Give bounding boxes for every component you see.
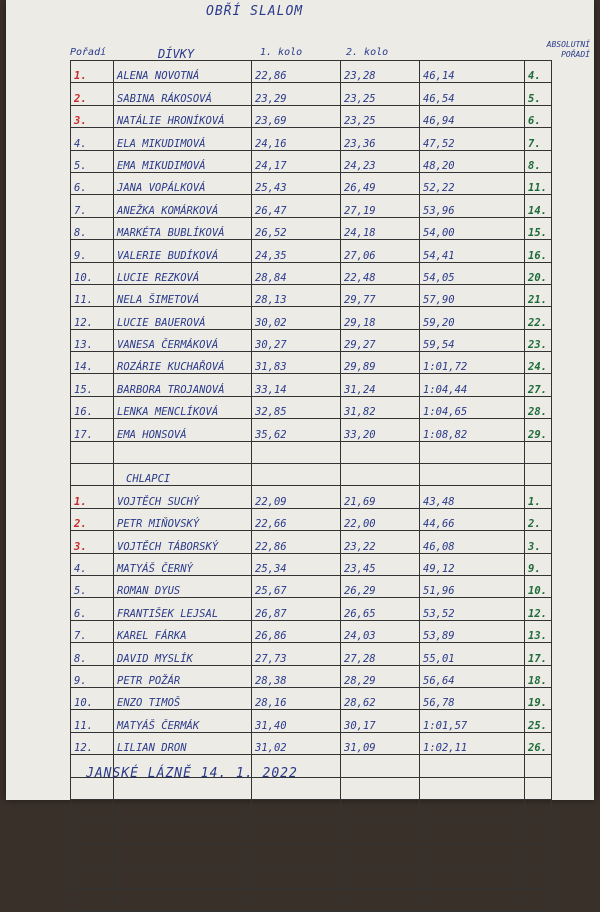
boys-section-row bbox=[71, 464, 552, 486]
total-cell: 46,54 bbox=[420, 83, 525, 105]
run2-cell: 23,36 bbox=[341, 128, 420, 150]
absolute-rank-cell: 20. bbox=[525, 262, 552, 284]
name-cell: ANEŽKA KOMÁRKOVÁ bbox=[114, 195, 252, 217]
blank-row bbox=[71, 822, 552, 844]
run2-cell: 29,89 bbox=[341, 352, 420, 374]
run2-cell: 21,69 bbox=[341, 486, 420, 508]
run2-cell: 24,23 bbox=[341, 150, 420, 172]
rank-cell: 4. bbox=[71, 128, 114, 150]
results-table bbox=[70, 60, 552, 912]
empty-cell bbox=[114, 441, 252, 463]
absolute-rank-cell: 11. bbox=[525, 172, 552, 194]
empty-cell bbox=[420, 867, 525, 889]
name-cell: NELA ŠIMETOVÁ bbox=[114, 284, 252, 306]
total-cell: 1:08,82 bbox=[420, 419, 525, 441]
empty-cell bbox=[341, 867, 420, 889]
absolute-rank-cell: 24. bbox=[525, 352, 552, 374]
absolute-rank-cell: 27. bbox=[525, 374, 552, 396]
run2-cell: 29,18 bbox=[341, 307, 420, 329]
girls-row bbox=[71, 352, 552, 374]
boys-row bbox=[71, 620, 552, 642]
rank-cell: 2. bbox=[71, 508, 114, 530]
run2-cell: 24,18 bbox=[341, 217, 420, 239]
empty-cell bbox=[525, 755, 552, 777]
boys-row bbox=[71, 710, 552, 732]
empty-cell bbox=[341, 441, 420, 463]
rank-cell: 9. bbox=[71, 665, 114, 687]
name-cell: ALENA NOVOTNÁ bbox=[114, 61, 252, 83]
empty-cell bbox=[71, 464, 114, 486]
girls-row bbox=[71, 195, 552, 217]
total-cell: 56,64 bbox=[420, 665, 525, 687]
run2-cell: 30,17 bbox=[341, 710, 420, 732]
empty-cell bbox=[341, 464, 420, 486]
total-cell: 51,96 bbox=[420, 575, 525, 597]
rank-cell: 14. bbox=[71, 352, 114, 374]
absolute-rank-cell: 26. bbox=[525, 732, 552, 754]
run1-cell: 25,67 bbox=[252, 575, 341, 597]
total-cell: 59,20 bbox=[420, 307, 525, 329]
absolute-rank-cell: 14. bbox=[525, 195, 552, 217]
name-cell: PETR MIŇOVSKÝ bbox=[114, 508, 252, 530]
empty-cell bbox=[525, 867, 552, 889]
absolute-rank-cell: 12. bbox=[525, 598, 552, 620]
page-title: OBŘÍ SLALOM bbox=[206, 4, 304, 19]
total-cell: 44,66 bbox=[420, 508, 525, 530]
header-run1: 1. kolo bbox=[260, 47, 303, 58]
empty-cell bbox=[341, 822, 420, 844]
total-cell: 54,05 bbox=[420, 262, 525, 284]
girls-row bbox=[71, 172, 552, 194]
girls-row bbox=[71, 396, 552, 418]
total-cell: 46,08 bbox=[420, 531, 525, 553]
boys-row bbox=[71, 531, 552, 553]
absolute-rank-cell: 22. bbox=[525, 307, 552, 329]
empty-cell bbox=[114, 867, 252, 889]
rank-cell: 17. bbox=[71, 419, 114, 441]
run2-cell: 27,28 bbox=[341, 643, 420, 665]
girls-row bbox=[71, 262, 552, 284]
rank-cell: 13. bbox=[71, 329, 114, 351]
run1-cell: 22,09 bbox=[252, 486, 341, 508]
total-cell: 53,96 bbox=[420, 195, 525, 217]
absolute-rank-cell: 23. bbox=[525, 329, 552, 351]
run1-cell: 24,17 bbox=[252, 150, 341, 172]
run2-cell: 23,45 bbox=[341, 553, 420, 575]
empty-cell bbox=[525, 822, 552, 844]
absolute-rank-cell: 29. bbox=[525, 419, 552, 441]
name-cell: VOJTĚCH TÁBORSKÝ bbox=[114, 531, 252, 553]
empty-cell bbox=[252, 799, 341, 821]
empty-cell bbox=[252, 822, 341, 844]
rank-cell: 7. bbox=[71, 620, 114, 642]
absolute-rank-cell: 17. bbox=[525, 643, 552, 665]
name-cell: LUCIE BAUEROVÁ bbox=[114, 307, 252, 329]
name-cell: FRANTIŠEK LEJSAL bbox=[114, 598, 252, 620]
name-cell: MATYÁŠ ČERMÁK bbox=[114, 710, 252, 732]
run2-cell: 31,82 bbox=[341, 396, 420, 418]
header-run2: 2. kolo bbox=[346, 47, 389, 58]
rank-cell: 5. bbox=[71, 575, 114, 597]
name-cell: VALERIE BUDÍKOVÁ bbox=[114, 240, 252, 262]
rank-cell: 15. bbox=[71, 374, 114, 396]
run1-cell: 22,86 bbox=[252, 531, 341, 553]
empty-cell bbox=[525, 799, 552, 821]
boys-row bbox=[71, 732, 552, 754]
rank-cell: 10. bbox=[71, 687, 114, 709]
rank-cell: 3. bbox=[71, 105, 114, 127]
total-cell: 1:01,72 bbox=[420, 352, 525, 374]
run1-cell: 25,34 bbox=[252, 553, 341, 575]
name-cell: VANESA ČERMÁKOVÁ bbox=[114, 329, 252, 351]
empty-cell bbox=[114, 799, 252, 821]
rank-cell: 1. bbox=[71, 486, 114, 508]
boys-row bbox=[71, 643, 552, 665]
run1-cell: 30,27 bbox=[252, 329, 341, 351]
blank-row bbox=[71, 889, 552, 911]
run1-cell: 31,40 bbox=[252, 710, 341, 732]
run2-cell: 31,24 bbox=[341, 374, 420, 396]
total-cell: 57,90 bbox=[420, 284, 525, 306]
total-cell: 1:04,65 bbox=[420, 396, 525, 418]
run1-cell: 30,02 bbox=[252, 307, 341, 329]
empty-cell bbox=[420, 464, 525, 486]
run2-cell: 26,49 bbox=[341, 172, 420, 194]
empty-cell bbox=[525, 464, 552, 486]
empty-cell bbox=[252, 867, 341, 889]
run1-cell: 24,35 bbox=[252, 240, 341, 262]
name-cell: MATYÁŠ ČERNÝ bbox=[114, 553, 252, 575]
empty-cell bbox=[114, 844, 252, 866]
run1-cell: 33,14 bbox=[252, 374, 341, 396]
empty-cell bbox=[420, 755, 525, 777]
name-cell: PETR POŽÁR bbox=[114, 665, 252, 687]
total-cell: 49,12 bbox=[420, 553, 525, 575]
absolute-rank-cell: 13. bbox=[525, 620, 552, 642]
absolute-rank-cell: 28. bbox=[525, 396, 552, 418]
boys-row bbox=[71, 687, 552, 709]
absolute-rank-cell: 15. bbox=[525, 217, 552, 239]
run2-cell: 28,62 bbox=[341, 687, 420, 709]
girls-row bbox=[71, 284, 552, 306]
girls-row bbox=[71, 419, 552, 441]
total-cell: 46,94 bbox=[420, 105, 525, 127]
rank-cell: 2. bbox=[71, 83, 114, 105]
absolute-rank-cell: 25. bbox=[525, 710, 552, 732]
footer-place-date: JANSKÉ LÁZNĚ 14. 1. 2022 bbox=[86, 766, 298, 781]
name-cell: SABINA RÁKOSOVÁ bbox=[114, 83, 252, 105]
run1-cell: 31,83 bbox=[252, 352, 341, 374]
name-cell: BARBORA TROJANOVÁ bbox=[114, 374, 252, 396]
total-cell: 53,52 bbox=[420, 598, 525, 620]
girls-row bbox=[71, 83, 552, 105]
name-cell: JANA VOPÁLKOVÁ bbox=[114, 172, 252, 194]
absolute-rank-cell: 16. bbox=[525, 240, 552, 262]
rank-cell: 8. bbox=[71, 643, 114, 665]
run2-cell: 23,28 bbox=[341, 61, 420, 83]
run2-cell: 22,00 bbox=[341, 508, 420, 530]
absolute-rank-cell: 5. bbox=[525, 83, 552, 105]
run1-cell: 28,16 bbox=[252, 687, 341, 709]
total-cell: 56,78 bbox=[420, 687, 525, 709]
run1-cell: 31,02 bbox=[252, 732, 341, 754]
absolute-rank-cell: 2. bbox=[525, 508, 552, 530]
absolute-rank-cell: 8. bbox=[525, 150, 552, 172]
boys-row bbox=[71, 598, 552, 620]
run2-cell: 23,25 bbox=[341, 83, 420, 105]
empty-cell bbox=[114, 822, 252, 844]
name-cell: LILIAN DRON bbox=[114, 732, 252, 754]
empty-cell bbox=[114, 889, 252, 911]
empty-cell bbox=[525, 777, 552, 799]
total-cell: 1:02,11 bbox=[420, 732, 525, 754]
empty-cell bbox=[420, 889, 525, 911]
empty-cell bbox=[341, 799, 420, 821]
total-cell: 55,01 bbox=[420, 643, 525, 665]
rank-cell: 11. bbox=[71, 710, 114, 732]
boys-row bbox=[71, 665, 552, 687]
empty-cell bbox=[252, 844, 341, 866]
run2-cell: 27,19 bbox=[341, 195, 420, 217]
run1-cell: 28,84 bbox=[252, 262, 341, 284]
empty-cell bbox=[252, 889, 341, 911]
run2-cell: 26,29 bbox=[341, 575, 420, 597]
empty-cell bbox=[420, 822, 525, 844]
blank-row bbox=[71, 799, 552, 821]
name-cell: LUCIE REZKOVÁ bbox=[114, 262, 252, 284]
empty-cell bbox=[420, 441, 525, 463]
boys-row bbox=[71, 575, 552, 597]
run2-cell: 23,22 bbox=[341, 531, 420, 553]
run1-cell: 35,62 bbox=[252, 419, 341, 441]
absolute-rank-cell: 7. bbox=[525, 128, 552, 150]
run2-cell: 27,06 bbox=[341, 240, 420, 262]
girls-row bbox=[71, 128, 552, 150]
name-cell: LENKA MENCLÍKOVÁ bbox=[114, 396, 252, 418]
absolute-rank-cell: 18. bbox=[525, 665, 552, 687]
absolute-rank-cell: 19. bbox=[525, 687, 552, 709]
boys-row bbox=[71, 486, 552, 508]
rank-cell: 12. bbox=[71, 732, 114, 754]
run1-cell: 22,86 bbox=[252, 61, 341, 83]
total-cell: 59,54 bbox=[420, 329, 525, 351]
run2-cell: 26,65 bbox=[341, 598, 420, 620]
boys-row bbox=[71, 553, 552, 575]
total-cell: 1:01,57 bbox=[420, 710, 525, 732]
run2-cell: 33,20 bbox=[341, 419, 420, 441]
name-cell: EMA HONSOVÁ bbox=[114, 419, 252, 441]
rank-cell: 5. bbox=[71, 150, 114, 172]
empty-cell bbox=[420, 799, 525, 821]
empty-cell bbox=[525, 844, 552, 866]
empty-cell bbox=[71, 844, 114, 866]
name-cell: ENZO TIMOŠ bbox=[114, 687, 252, 709]
rank-cell: 11. bbox=[71, 284, 114, 306]
absolute-rank-cell: 21. bbox=[525, 284, 552, 306]
empty-cell bbox=[252, 464, 341, 486]
name-cell: ELA MIKUDIMOVÁ bbox=[114, 128, 252, 150]
run2-cell: 28,29 bbox=[341, 665, 420, 687]
empty-cell bbox=[341, 844, 420, 866]
absolute-rank-cell: 9. bbox=[525, 553, 552, 575]
run2-cell: 24,03 bbox=[341, 620, 420, 642]
run1-cell: 32,85 bbox=[252, 396, 341, 418]
girls-row bbox=[71, 105, 552, 127]
name-cell: VOJTĚCH SUCHÝ bbox=[114, 486, 252, 508]
name-cell: DAVID MYSLÍK bbox=[114, 643, 252, 665]
absolute-rank-cell: 4. bbox=[525, 61, 552, 83]
total-cell: 53,89 bbox=[420, 620, 525, 642]
blank-row bbox=[71, 844, 552, 866]
blank-row bbox=[71, 441, 552, 463]
rank-cell: 6. bbox=[71, 172, 114, 194]
empty-cell bbox=[420, 777, 525, 799]
empty-cell bbox=[341, 889, 420, 911]
run1-cell: 28,38 bbox=[252, 665, 341, 687]
run1-cell: 26,87 bbox=[252, 598, 341, 620]
run1-cell: 27,73 bbox=[252, 643, 341, 665]
total-cell: 48,20 bbox=[420, 150, 525, 172]
empty-cell bbox=[525, 441, 552, 463]
girls-row bbox=[71, 150, 552, 172]
run2-cell: 29,27 bbox=[341, 329, 420, 351]
absolute-rank-cell: 10. bbox=[525, 575, 552, 597]
total-cell: 1:04,44 bbox=[420, 374, 525, 396]
run2-cell: 31,09 bbox=[341, 732, 420, 754]
name-cell: MARKÉTA BUBLÍKOVÁ bbox=[114, 217, 252, 239]
total-cell: 52,22 bbox=[420, 172, 525, 194]
empty-cell bbox=[71, 822, 114, 844]
girls-row bbox=[71, 374, 552, 396]
empty-cell bbox=[341, 777, 420, 799]
total-cell: 47,52 bbox=[420, 128, 525, 150]
boys-section-label: CHLAPCI bbox=[114, 464, 252, 486]
run2-cell: 29,77 bbox=[341, 284, 420, 306]
name-cell: KAREL FÁRKA bbox=[114, 620, 252, 642]
empty-cell bbox=[71, 441, 114, 463]
empty-cell bbox=[71, 799, 114, 821]
run1-cell: 26,52 bbox=[252, 217, 341, 239]
run1-cell: 26,47 bbox=[252, 195, 341, 217]
absolute-rank-cell: 3. bbox=[525, 531, 552, 553]
rank-cell: 12. bbox=[71, 307, 114, 329]
run1-cell: 25,43 bbox=[252, 172, 341, 194]
total-cell: 54,00 bbox=[420, 217, 525, 239]
name-cell: ROMAN DYUS bbox=[114, 575, 252, 597]
blank-row bbox=[71, 867, 552, 889]
name-cell: EMA MIKUDIMOVÁ bbox=[114, 150, 252, 172]
header-absolute-rank: ABSOLUTNÍ POŘADÍ bbox=[546, 40, 590, 59]
run2-cell: 23,25 bbox=[341, 105, 420, 127]
rank-cell: 16. bbox=[71, 396, 114, 418]
empty-cell bbox=[252, 441, 341, 463]
empty-cell bbox=[420, 844, 525, 866]
run1-cell: 22,66 bbox=[252, 508, 341, 530]
girls-row bbox=[71, 217, 552, 239]
run1-cell: 23,69 bbox=[252, 105, 341, 127]
absolute-rank-cell: 1. bbox=[525, 486, 552, 508]
empty-cell bbox=[71, 889, 114, 911]
rank-cell: 4. bbox=[71, 553, 114, 575]
rank-cell: 1. bbox=[71, 61, 114, 83]
name-cell: ROZÁRIE KUCHAŘOVÁ bbox=[114, 352, 252, 374]
rank-cell: 8. bbox=[71, 217, 114, 239]
run1-cell: 24,16 bbox=[252, 128, 341, 150]
girls-row bbox=[71, 240, 552, 262]
girls-row bbox=[71, 307, 552, 329]
total-cell: 43,48 bbox=[420, 486, 525, 508]
run1-cell: 26,86 bbox=[252, 620, 341, 642]
run2-cell: 22,48 bbox=[341, 262, 420, 284]
rank-cell: 9. bbox=[71, 240, 114, 262]
rank-cell: 10. bbox=[71, 262, 114, 284]
rank-cell: 6. bbox=[71, 598, 114, 620]
rank-cell: 7. bbox=[71, 195, 114, 217]
empty-cell bbox=[71, 867, 114, 889]
paper-sheet bbox=[6, 0, 594, 800]
empty-cell bbox=[341, 755, 420, 777]
absolute-rank-cell: 6. bbox=[525, 105, 552, 127]
header-rank: Pořadí bbox=[70, 47, 107, 58]
run1-cell: 28,13 bbox=[252, 284, 341, 306]
girls-row bbox=[71, 329, 552, 351]
girls-row bbox=[71, 61, 552, 83]
total-cell: 54,41 bbox=[420, 240, 525, 262]
total-cell: 46,14 bbox=[420, 61, 525, 83]
run1-cell: 23,29 bbox=[252, 83, 341, 105]
rank-cell: 3. bbox=[71, 531, 114, 553]
header-girls: DÍVKY bbox=[158, 47, 195, 61]
name-cell: NATÁLIE HRONÍKOVÁ bbox=[114, 105, 252, 127]
empty-cell bbox=[525, 889, 552, 911]
boys-row bbox=[71, 508, 552, 530]
